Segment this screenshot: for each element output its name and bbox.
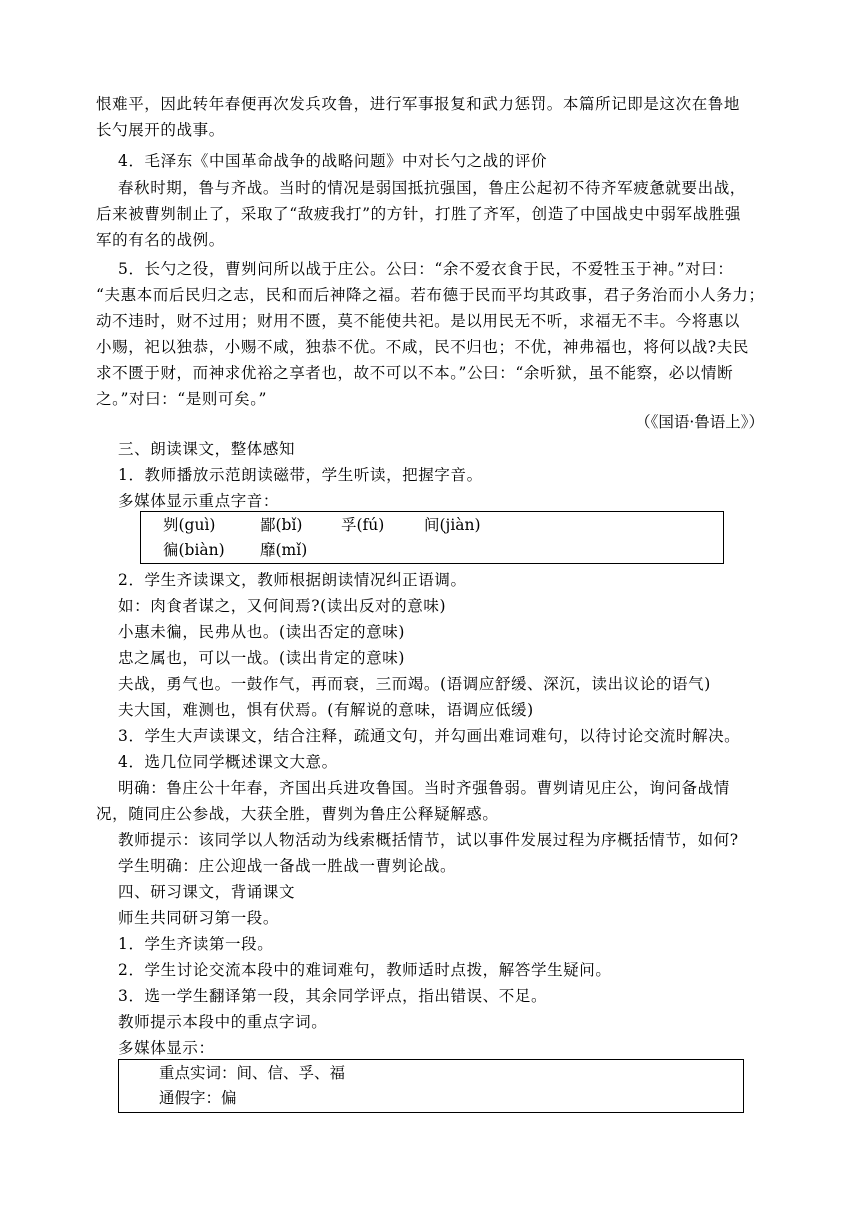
- example-line: 如：肉食者谋之，又何间焉?(读出反对的意味): [118, 597, 447, 615]
- text-line: 明确：鲁庄公十年春，齐国出兵进攻鲁国。当时齐强鲁弱。曹刿请见庄公，询问备战情: [118, 779, 730, 797]
- pronunciation-item: 鄙(bǐ): [260, 516, 303, 534]
- text-line: 2．学生讨论交流本段中的难词难句，教师适时点拨，解答学生疑问。: [118, 961, 612, 979]
- text-line: 教师提示本段中的重点字词。: [118, 1013, 328, 1031]
- section-heading: 三、朗读课文，整体感知: [118, 440, 296, 458]
- text-line: 后来被曹刿制止了，采取了“敌疲我打”的方针，打胜了齐军，创造了中国战史中弱军战胜强: [96, 205, 741, 223]
- example-line: 小惠未徧，民弗从也。(读出否定的意味): [118, 623, 405, 641]
- item-heading: 5．长勺之役，曹刿问所以战于庄公。公曰：“余不爱衣食于民，不爱牲玉于神。”对曰：: [118, 260, 734, 278]
- text-line: 小赐，祀以独恭，小赐不咸，独恭不优。不咸，民不归也；不优，神弗福也，将何以战?夫民: [96, 338, 749, 356]
- text-line: 3．选一学生翻译第一段，其余同学评点，指出错误、不足。: [118, 987, 548, 1005]
- section-heading: 四、研习课文，背诵课文: [118, 883, 296, 901]
- example-line: 忠之属也，可以一战。(读出肯定的意味): [118, 649, 405, 667]
- pronunciation-box: [140, 511, 724, 564]
- text-line: 动不违时，财不过用；财用不匮，莫不能使共祀。是以用民无不听，求福无不丰。今将惠以: [96, 312, 741, 330]
- text-line: 学生明确：庄公迎战一备战一胜战一曹刿论战。: [118, 857, 457, 875]
- key-words-line: 通假字：偏: [159, 1089, 237, 1107]
- text-line: 之。”对曰：“是则可矣。”: [96, 390, 268, 408]
- pronunciation-item: 刿(guì): [163, 516, 216, 534]
- text-line: 3．学生大声读课文，结合注释，疏通文句，并勾画出难词难句，以待讨论交流时解决。: [118, 727, 741, 745]
- source-citation: （《国语·鲁语上》）: [635, 413, 764, 431]
- example-line: 夫大国，难测也，惧有伏焉。(有解说的意味，语调应低缓): [118, 701, 534, 719]
- text-line: 求不匮于财，而神求优裕之享者也，故不可以不本。”公曰：“余听狱，虽不能察，必以情断: [96, 364, 734, 382]
- key-words-box: [118, 1059, 744, 1113]
- text-line: 军的有名的战例。: [96, 231, 225, 249]
- example-line: 夫战，勇气也。一鼓作气，再而衰，三而竭。(语调应舒缓、深沉，读出议论的语气): [118, 675, 711, 693]
- text-line: “夫惠本而后民归之志，民和而后神降之福。若布德于民而平均其政事，君子务治而小人务力；: [96, 286, 765, 304]
- pronunciation-item: 孚(fú): [341, 516, 385, 534]
- pronunciation-item: 徧(biàn): [163, 541, 225, 559]
- text-line: 长勺展开的战事。: [96, 121, 225, 139]
- text-line: 师生共同研习第一段。: [118, 909, 280, 927]
- item-heading: 4．毛泽东《中国革命战争的战略问题》中对长勺之战的评价: [118, 152, 548, 170]
- pronunciation-item: 靡(mǐ): [260, 541, 308, 559]
- text-line: 恨难平，因此转年春便再次发兵攻鲁，进行军事报复和武力惩罚。本篇所记即是这次在鲁地: [96, 95, 741, 113]
- text-line: 况，随同庄公参战，大获全胜，曹刿为鲁庄公释疑解惑。: [96, 805, 499, 823]
- key-words-line: 重点实词：间、信、孚、福: [159, 1064, 346, 1082]
- text-line: 4．选几位同学概述课文大意。: [118, 753, 338, 771]
- pronunciation-item: 间(jiàn): [424, 516, 481, 534]
- text-line: 1．教师播放示范朗读磁带，学生听读，把握字音。: [118, 466, 483, 484]
- text-line: 多媒体显示重点字音：: [118, 492, 280, 510]
- text-line: 教师提示：该同学以人物活动为线索概括情节，试以事件发展过程为序概括情节，如何?: [118, 831, 739, 849]
- text-line: 多媒体显示：: [118, 1039, 215, 1057]
- text-line: 春秋时期，鲁与齐战。当时的情况是弱国抵抗强国，鲁庄公起初不待齐军疲惫就要出战，: [118, 179, 746, 197]
- text-line: 1．学生齐读第一段。: [118, 935, 274, 953]
- text-line: 2．学生齐读课文，教师根据朗读情况纠正语调。: [118, 571, 467, 589]
